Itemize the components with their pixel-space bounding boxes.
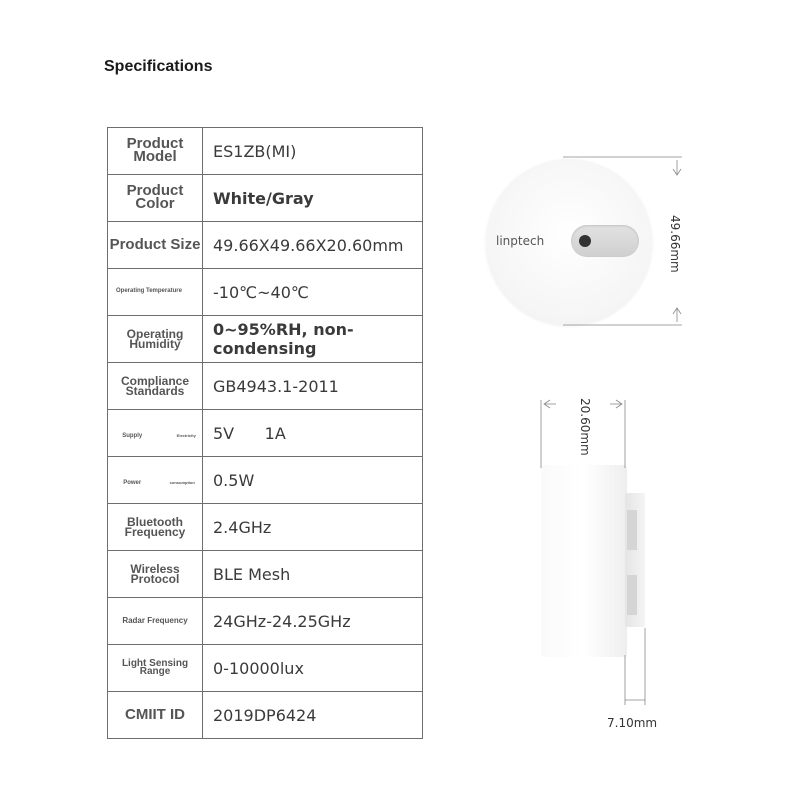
row-value: 0-10000lux xyxy=(203,645,423,692)
row-label: Operating Humidity xyxy=(108,316,203,363)
row-value: 24GHz-24.25GHz xyxy=(203,598,423,645)
row-label: Bluetooth Frequency xyxy=(108,504,203,551)
row-value: BLE Mesh xyxy=(203,551,423,598)
height-dimension: 20.60mm xyxy=(578,398,592,456)
page-title: Specifications xyxy=(104,58,213,75)
row-label-secondary: consumption xyxy=(169,480,195,486)
row-value: 0~95%RH, non-condensing xyxy=(203,316,423,363)
row-label: CMIIT ID xyxy=(108,692,203,739)
row-label: Compliance Standards xyxy=(108,363,203,410)
row-label: Product Color xyxy=(108,175,203,222)
row-label-secondary: Electricity xyxy=(176,433,196,439)
row-label: Wireless Protocol xyxy=(108,551,203,598)
base-dimension: 7.10mm xyxy=(607,716,658,730)
row-value: 0.5W xyxy=(203,457,423,504)
row-value: 5V 1A xyxy=(203,410,423,457)
row-value: 2.4GHz xyxy=(203,504,423,551)
row-value: 2019DP6424 xyxy=(203,692,423,739)
brand-logo: linptech xyxy=(496,234,545,248)
row-label: Supply xyxy=(122,433,143,440)
row-value: GB4943.1-2011 xyxy=(203,363,423,410)
row-value: White/Gray xyxy=(203,175,423,222)
row-label: Power xyxy=(123,480,142,487)
row-label: Operating Temperature xyxy=(116,288,182,295)
row-label: Product Size xyxy=(108,222,203,269)
row-label: Radar Frequency xyxy=(108,598,203,645)
row-value: ES1ZB(MI) xyxy=(203,128,423,175)
diameter-dimension: 49.66mm xyxy=(668,215,682,273)
row-label: Product Model xyxy=(108,128,203,175)
row-value: 49.66X49.66X20.60mm xyxy=(203,222,423,269)
row-label: Light Sensing Range xyxy=(108,645,203,692)
row-value: -10℃~40℃ xyxy=(203,269,423,316)
